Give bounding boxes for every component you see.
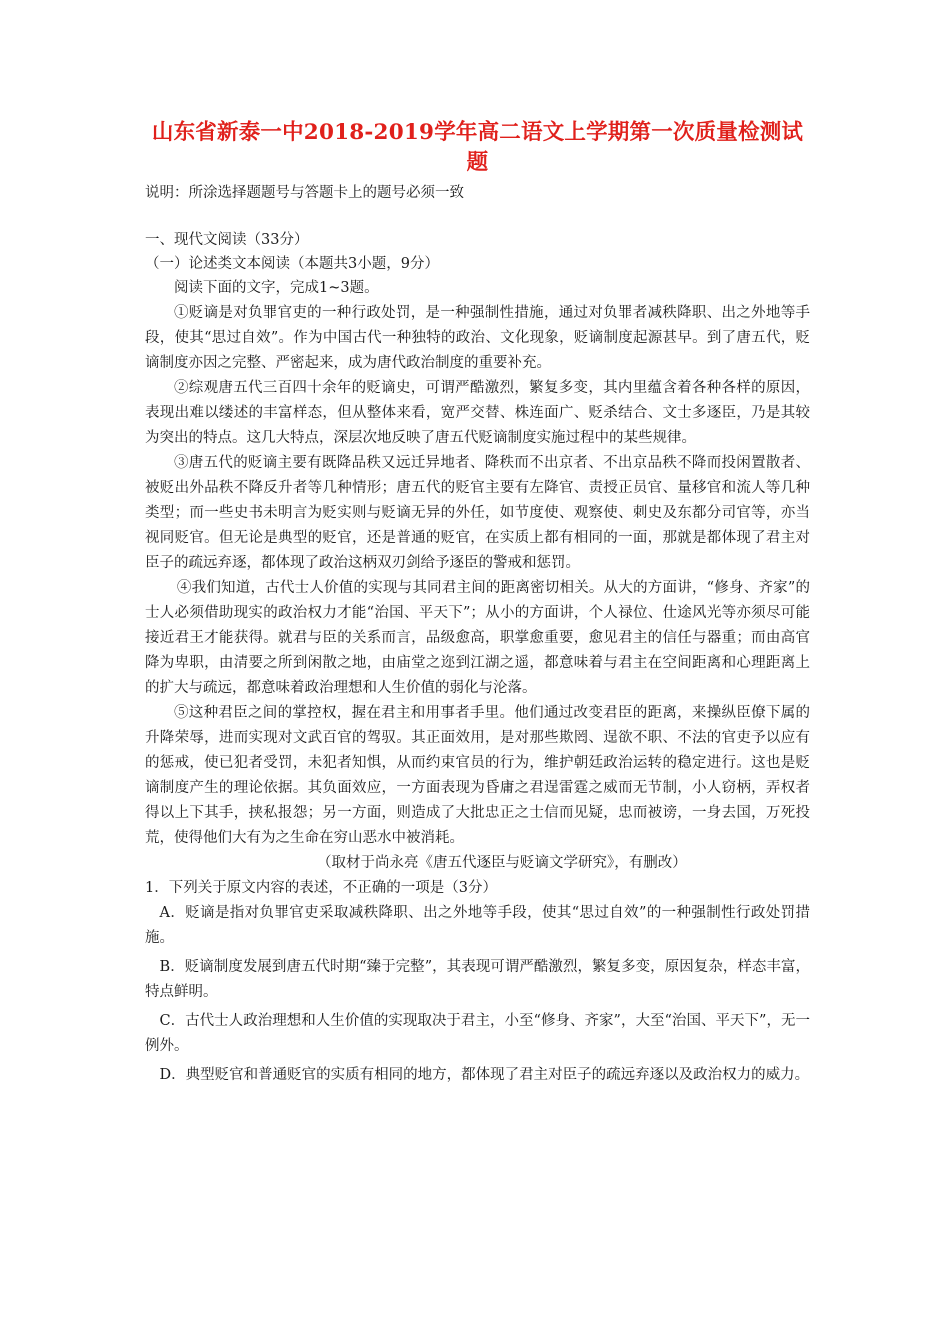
passage-paragraph-4: ④我们知道，古代士人价值的实现与其同君主间的距离密切相关。从大的方面讲，“修身、齐家”的士人必须借助现实的政治权力才能“治国、平天下”；从小的方面讲，个人禄位、仕途风光等亦须尽可能接近君王才能获得。就君与臣的关系而言，品级愈高，职掌愈重要，愈见君主的信任与器重；而由高官降为卑职，由清要之所到闲散之地，由庙堂之迩到江湖之遥，都意味着与君主在空间距离和心理距离上的扩大与疏远，都意味着政治理想和人生价值的弱化与沦落。 — [145, 580, 810, 696]
question-1-option-d: D．典型贬官和普通贬官的实质有相同的地方，都体现了君主对臣子的疏远弃逐以及政治权力的威力。 — [159, 1067, 810, 1083]
question-1-option-a: A．贬谪是指对负罪官吏采取减秩降职、出之外地等手段，使其“思过自效”的一种强制性行政处罚措施。 — [145, 905, 810, 946]
question-1-option-c: C．古代士人政治理想和人生价值的实现取决于君主，小至“修身、齐家”，大至“治国、平天下”，无一例外。 — [145, 1013, 810, 1054]
subsection-heading: （一）论述类文本阅读（本题共3小题，9分） — [145, 256, 439, 272]
reading-instruction: 阅读下面的文字，完成1~3题。 — [174, 280, 379, 296]
passage-source: （取材于尚永亮《唐五代逐臣与贬谪文学研究》，有删改） — [317, 855, 687, 871]
passage-paragraph-2: ②综观唐五代三百四十余年的贬谪史，可谓严酷激烈，繁复多变，其内里蕴含着各种各样的原因，表现出难以缕述的丰富样态，但从整体来看，宽严交替、株连面广、贬杀结合、文士多逐臣，乃是其较为突出的特点。这几大特点，深层次地反映了唐五代贬谪制度实施过程中的某些规律。 — [145, 380, 810, 446]
question-1-stem: 1．下列关于原文内容的表述，不正确的一项是（3分） — [145, 880, 497, 896]
document-page — [145, 118, 810, 1088]
question-1-option-b: B．贬谪制度发展到唐五代时期“臻于完整”，其表现可谓严酷激烈，繁复多变，原因复杂，样态丰富，特点鲜明。 — [145, 959, 810, 1000]
passage-paragraph-5: ⑤这种君臣之间的掌控权，握在君主和用事者手里。他们通过改变君臣的距离，来操纵臣僚下属的升降荣辱，进而实现对文武百官的驾驭。其正面效用，是对那些欺罔、逞欲不职、不法的官吏予以应有的惩戒，使已犯者受罚，未犯者知惧，从而约束官员的行为，维护朝廷政治运转的稳定进行。这也是贬谪制度产生的理论依据。其负面效应，一方面表现为昏庸之君逞雷霆之威而无节制，小人窃柄，弄权者得以上下其手，挟私报怨；另一方面，则造成了大批忠正之士信而见疑，忠而被谤，一身去国，万死投荒，使得他们大有为之生命在穷山恶水中被消耗。 — [145, 705, 810, 846]
passage-paragraph-1: ①贬谪是对负罪官吏的一种行政处罚，是一种强制性措施，通过对负罪者减秩降职、出之外地等手段，使其“思过自效”。作为中国古代一种独特的政治、文化现象，贬谪制度起源甚早。到了唐五代，贬谪制度亦因之完整、严密起来，成为唐代政治制度的重要补充。 — [145, 305, 810, 371]
section-heading: 一、现代文阅读（33分） — [145, 232, 309, 248]
passage-paragraph-3: ③唐五代的贬谪主要有既降品秩又远迁异地者、降秩而不出京者、不出京品秩不降而投闲置散者、被贬出外品秩不降反升者等几种情形；唐五代的贬官主要有左降官、责授正员官、量移官和流人等几种类型；而一些史书未明言为贬实则与贬谪无异的外任，如节度使、观察使、刺史及东都分司官等，亦当视同贬官。但无论是典型的贬官，还是普通的贬官，在实质上都有相同的一面，那就是都体现了君主对臣子的疏远弃逐，都体现了政治这柄双刃剑给予逐臣的警戒和惩罚。 — [145, 455, 810, 571]
document-title: 山东省新泰一中2018-2019学年高二语文上学期第一次质量检测试题 — [151, 120, 804, 175]
instruction-note: 说明：所涂选择题题号与答题卡上的题号必须一致 — [145, 185, 464, 201]
